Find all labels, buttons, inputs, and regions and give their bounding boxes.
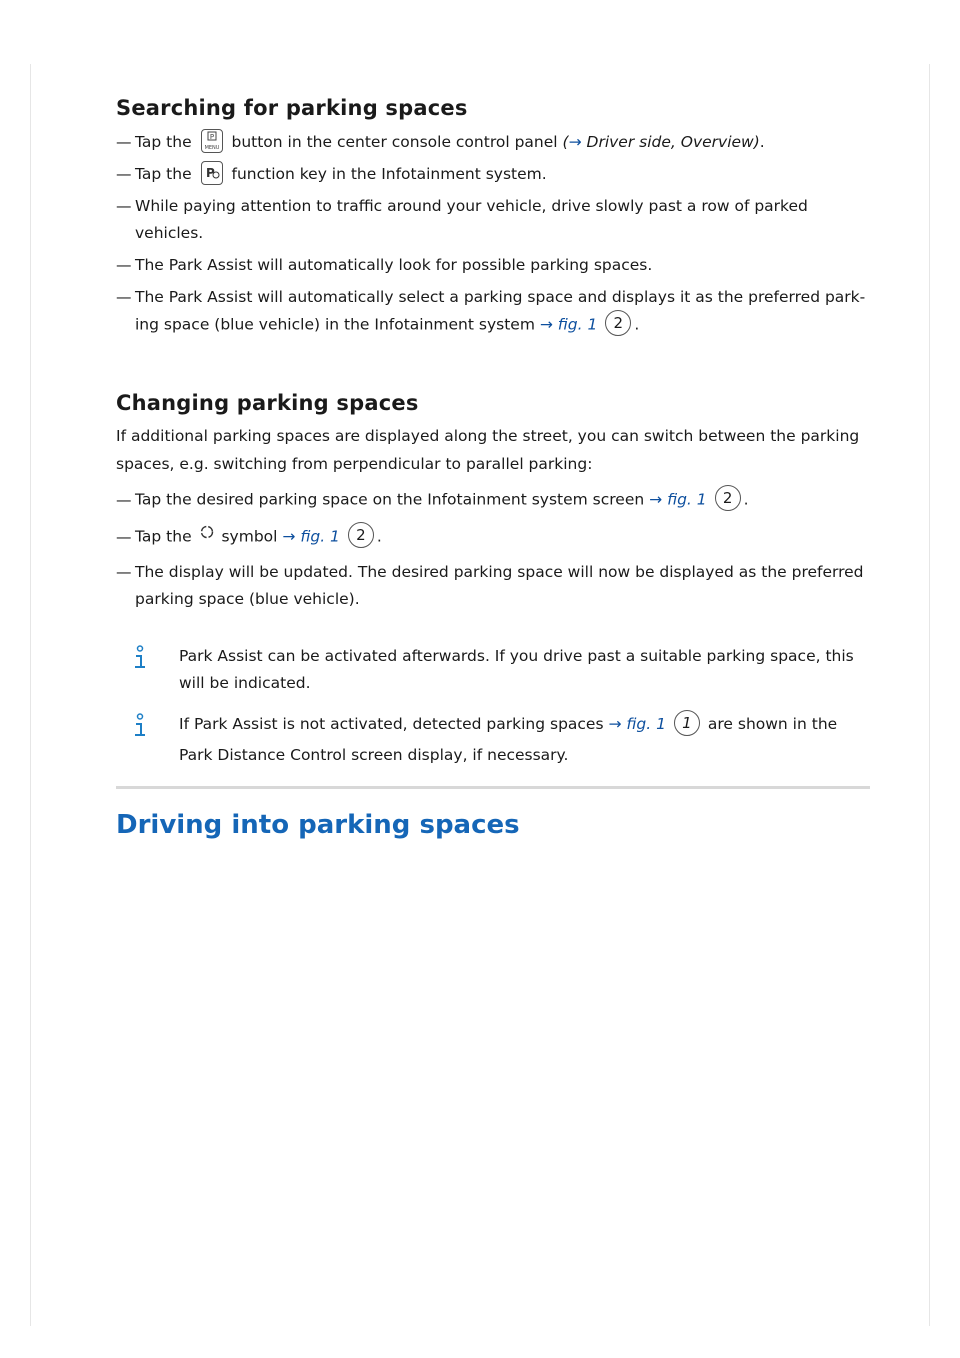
note-1-line-1: Park Assist can be activated afterwards. If you drive past a suitable parking space, this (179, 647, 854, 665)
step-searching-2 (116, 162, 547, 187)
text: Tap the (135, 527, 192, 546)
text: Tap the (135, 133, 192, 151)
svg-text:MENU: MENU (204, 144, 219, 151)
text: button in the center console control panel (231, 133, 558, 151)
dash: — (116, 197, 132, 215)
circle-switch-icon (199, 523, 215, 547)
dash: — (116, 527, 132, 546)
text: The display will be updated. The desired parking space will now be displayed as the preferred (135, 563, 864, 581)
arrow: → (282, 527, 296, 546)
arrow: → (608, 715, 622, 733)
ref-driver-side[interactable]: Driver side, Overview (586, 133, 754, 151)
arrow: → (568, 133, 582, 151)
period: . (634, 315, 640, 334)
fig-reference[interactable]: fig. 1 (300, 527, 340, 546)
dash: — (116, 563, 132, 581)
arrow: → (539, 315, 553, 334)
svg-text:P: P (205, 165, 215, 180)
info-icon (132, 645, 148, 671)
fig-reference[interactable]: fig. 1 (557, 315, 598, 334)
step-searching-1: — Tap the P MENU button in the center console control panel (→ Driver side, Overview). (116, 130, 765, 155)
dash: — (116, 165, 132, 183)
step-changing-3 (116, 560, 864, 584)
section-heading-searching: Searching for parking spaces (116, 96, 468, 120)
text: The Park Assist will automatically select a parking space and displays it as the preferred park- (135, 288, 866, 306)
step-searching-3 (116, 194, 808, 218)
text: While paying attention to traffic around your vehicle, drive slowly past a row of parked (135, 197, 808, 215)
arrow: → (649, 490, 663, 509)
fig-reference[interactable]: fig. 1 (667, 490, 707, 509)
page-margin-right (929, 64, 930, 1326)
dash: — (116, 490, 132, 509)
dash: — (116, 256, 132, 274)
step-searching-5 (116, 285, 865, 309)
callout-number: 2 (348, 522, 374, 548)
step-searching-3-cont: vehicles. (135, 224, 204, 242)
note-2-line-1 (179, 711, 837, 738)
dash: — (116, 288, 132, 306)
step-changing-1 (116, 487, 749, 513)
intro-line-2: spaces, e.g. switching from perpendicular to parallel parking: (116, 455, 593, 473)
note-2-line-2: Park Distance Control screen display, if necessary. (179, 746, 569, 764)
period: . (376, 527, 382, 546)
fig-reference[interactable]: fig. 1 (626, 715, 666, 733)
text: Tap the desired parking space on the Infotainment system screen (135, 490, 645, 509)
step-searching-5-cont (135, 312, 639, 338)
text: Tap the (135, 165, 192, 183)
text: The Park Assist will automatically look for possible parking spaces. (135, 256, 653, 274)
text: ing space (blue vehicle) in the Infotainment system (135, 315, 535, 334)
section-divider (116, 786, 870, 789)
period: . (743, 490, 749, 509)
page-margin-left (30, 64, 31, 1326)
parking-menu-key-icon (201, 129, 223, 153)
intro-line-1: If additional parking spaces are displayed along the street, you can switch between the parking (116, 427, 860, 445)
step-changing-2 (116, 524, 382, 550)
text: function key in the Infotainment system. (231, 165, 547, 183)
callout-number: 1 (674, 710, 700, 736)
text: are shown in the (707, 715, 838, 733)
text: symbol (221, 527, 278, 546)
step-changing-3-cont: parking space (blue vehicle). (135, 590, 360, 608)
section-heading-changing: Changing parking spaces (116, 391, 419, 415)
section-heading-driving: Driving into parking spaces (116, 810, 520, 840)
note-1-line-2: will be indicated. (179, 674, 311, 692)
text: If Park Assist is not activated, detected parking spaces (179, 715, 604, 733)
dash: — (116, 133, 132, 151)
info-icon (132, 713, 148, 739)
park-assist-key-icon (201, 161, 223, 185)
callout-number: 2 (715, 485, 741, 511)
period: . (759, 133, 765, 151)
svg-text:P: P (209, 132, 214, 141)
step-searching-4 (116, 253, 652, 277)
callout-number: 2 (605, 310, 631, 336)
